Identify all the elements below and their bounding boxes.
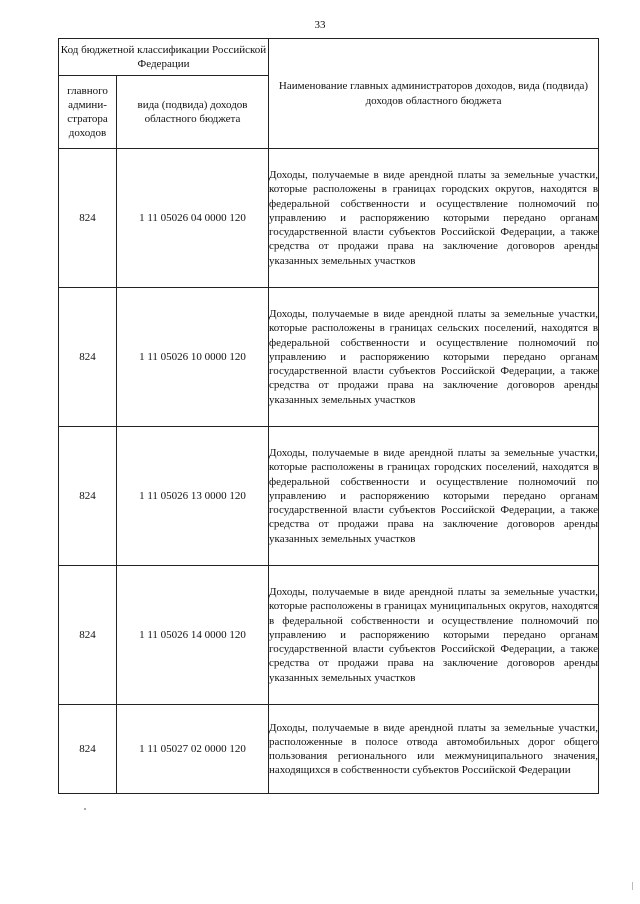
income-code-cell: 1 11 05027 02 0000 120 [117, 705, 269, 794]
admin-code-cell: 824 [59, 427, 117, 566]
header-income-kind: вида (подвида) доходов областного бюджета [117, 76, 269, 149]
header-classification-code: Код бюджетной классификации Российской Федерации [59, 39, 269, 76]
admin-code-cell: 824 [59, 705, 117, 794]
income-code-cell: 1 11 05026 14 0000 120 [117, 566, 269, 705]
income-code-cell: 1 11 05026 13 0000 120 [117, 427, 269, 566]
table-row [59, 288, 599, 427]
table-row [59, 566, 599, 705]
scan-speck [632, 882, 633, 890]
table-row [59, 427, 599, 566]
budget-classification-table [58, 38, 599, 794]
admin-code-cell: 824 [59, 566, 117, 705]
table-row [59, 149, 599, 288]
income-name-cell: Доходы, получаемые в виде арендной платы за земельные участки, которые расположены в границах городских округов, находятся в федеральной собственности и осуществление полномочий по управлению и распоряжению которыми передано органам государственной власти субъектов Российской Федерации, а также средства от продажи права на заключение договоров аренды указанных земельных участков [269, 149, 599, 288]
income-code-cell: 1 11 05026 04 0000 120 [117, 149, 269, 288]
income-name-cell: Доходы, получаемые в виде арендной платы за земельные участки, расположенные в полосе отвода автомобильных дорог общего пользования регионального или межмуниципального значения, находящихся в собственности субъектов Российской Федерации [269, 705, 599, 794]
header-main-administrator: главного админи-стратора доходов [59, 76, 117, 149]
income-name-cell: Доходы, получаемые в виде арендной платы за земельные участки, которые расположены в границах муниципальных округов, находятся в федеральной собственности и осуществление полномочий по управлению и распоряжению которыми передано органам государственной власти субъектов Российской Федерации, а также средства от продажи права на заключение договоров аренды указанных земельных участков [269, 566, 599, 705]
income-name-cell: Доходы, получаемые в виде арендной платы за земельные участки, которые расположены в границах городских поселений, находятся в федеральной собственности и осуществление полномочий по управлению и распоряжению которыми передано органам государственной власти субъектов Российской Федерации, а также средства от продажи права на заключение договоров аренды указанных земельных участков [269, 427, 599, 566]
income-name-cell: Доходы, получаемые в виде арендной платы за земельные участки, которые расположены в границах сельских поселений, находятся в федеральной собственности и осуществление полномочий по управлению и распоряжению которыми передано органам государственной власти субъектов Российской Федерации, а также средства от продажи права на заключение договоров аренды указанных земельных участков [269, 288, 599, 427]
admin-code-cell: 824 [59, 149, 117, 288]
header-administrator-name: Наименование главных администраторов доходов, вида (подвида) доходов областного бюджета [269, 39, 599, 149]
admin-code-cell: 824 [59, 288, 117, 427]
page-number: 33 [314, 19, 326, 31]
table-header-row-group [59, 39, 599, 76]
income-code-cell: 1 11 05026 10 0000 120 [117, 288, 269, 427]
table-row [59, 705, 599, 794]
scan-speck [84, 808, 86, 810]
